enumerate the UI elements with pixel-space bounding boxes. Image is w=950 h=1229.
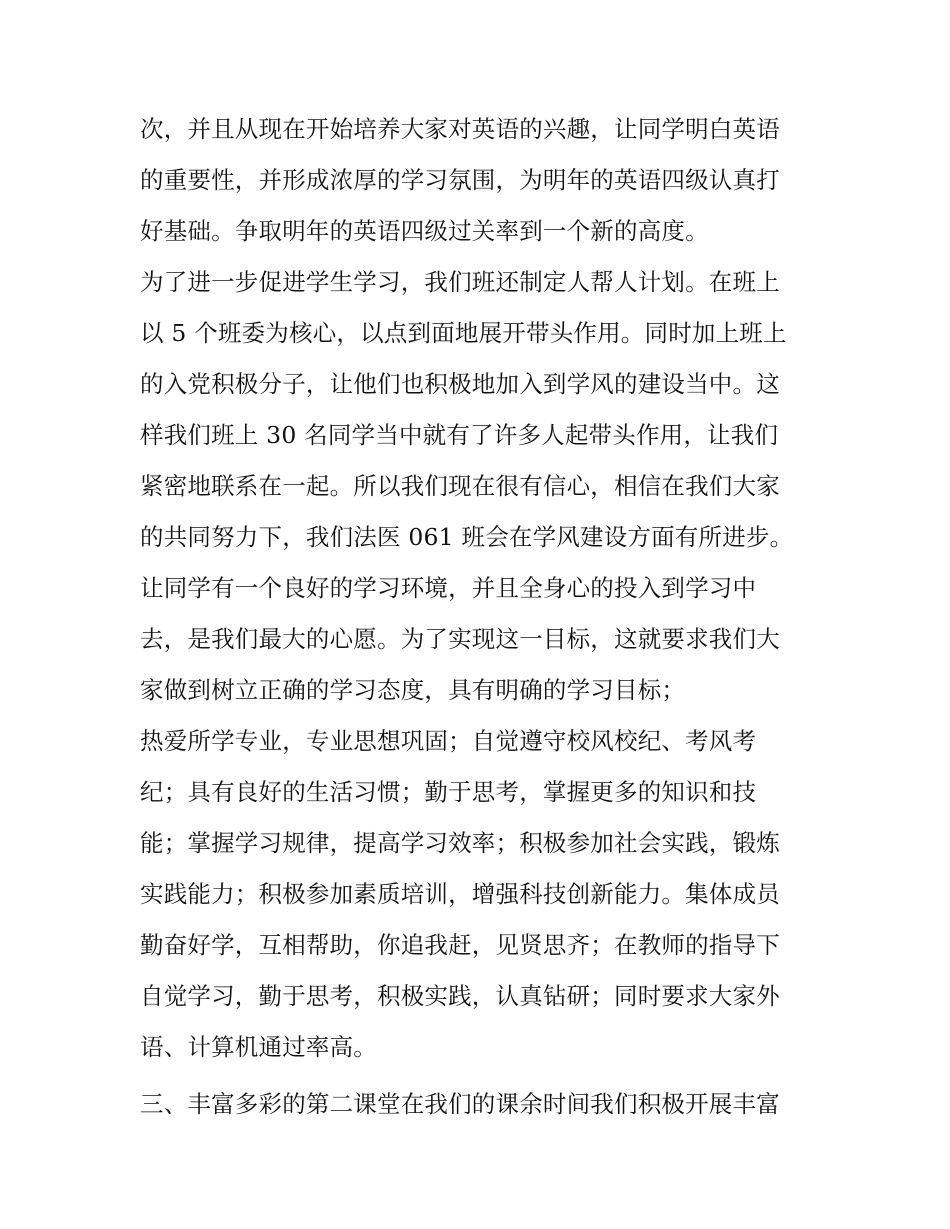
text-line: 热爱所学专业，专业思想巩固；自觉遵守校风校纪、考风考 xyxy=(140,727,757,755)
text-line: 紧密地联系在一起。所以我们现在很有信心，相信在我们大家 xyxy=(140,472,780,500)
text-line: 的重要性，并形成浓厚的学习氛围，为明年的英语四级认真打 xyxy=(140,166,780,194)
document-body xyxy=(140,104,815,1130)
text-line: 的共同努力下，我们法医 061 班会在学风建设方面有所进步。 xyxy=(140,523,794,551)
text-line: 次，并且从现在开始培养大家对英语的兴趣，让同学明白英语 xyxy=(140,115,780,143)
text-line: 勤奋好学，互相帮助，你追我赶，见贤思齐；在教师的指导下 xyxy=(140,931,780,959)
text-line: 让同学有一个良好的学习环境，并且全身心的投入到学习中 xyxy=(140,574,757,602)
text-line: 语、计算机通过率高。 xyxy=(140,1033,377,1061)
text-line: 去，是我们最大的心愿。为了实现这一目标，这就要求我们大 xyxy=(140,625,780,653)
text-line: 的入党积极分子，让他们也积极地加入到学风的建设当中。这 xyxy=(140,370,780,398)
text-line: 能；掌握学习规律，提高学习效率；积极参加社会实践，锻炼 xyxy=(140,829,780,857)
text-line: 为了进一步促进学生学习，我们班还制定人帮人计划。在班上 xyxy=(140,268,780,296)
text-line: 纪；具有良好的生活习惯；勤于思考，掌握更多的知识和技 xyxy=(140,778,757,806)
text-line: 家做到树立正确的学习态度，具有明确的学习目标； xyxy=(140,676,686,704)
text-line: 以 5 个班委为核心，以点到面地展开带头作用。同时加上班上 xyxy=(140,319,787,347)
text-line: 好基础。争取明年的英语四级过关率到一个新的高度。 xyxy=(140,217,709,245)
text-line: 样我们班上 30 名同学当中就有了许多人起带头作用，让我们 xyxy=(140,421,779,449)
text-line: 实践能力；积极参加素质培训，增强科技创新能力。集体成员 xyxy=(140,880,780,908)
text-line: 三、丰富多彩的第二课堂在我们的课余时间我们积极开展丰富 xyxy=(140,1090,780,1118)
text-line: 自觉学习，勤于思考，积极实践，认真钻研；同时要求大家外 xyxy=(140,982,780,1010)
